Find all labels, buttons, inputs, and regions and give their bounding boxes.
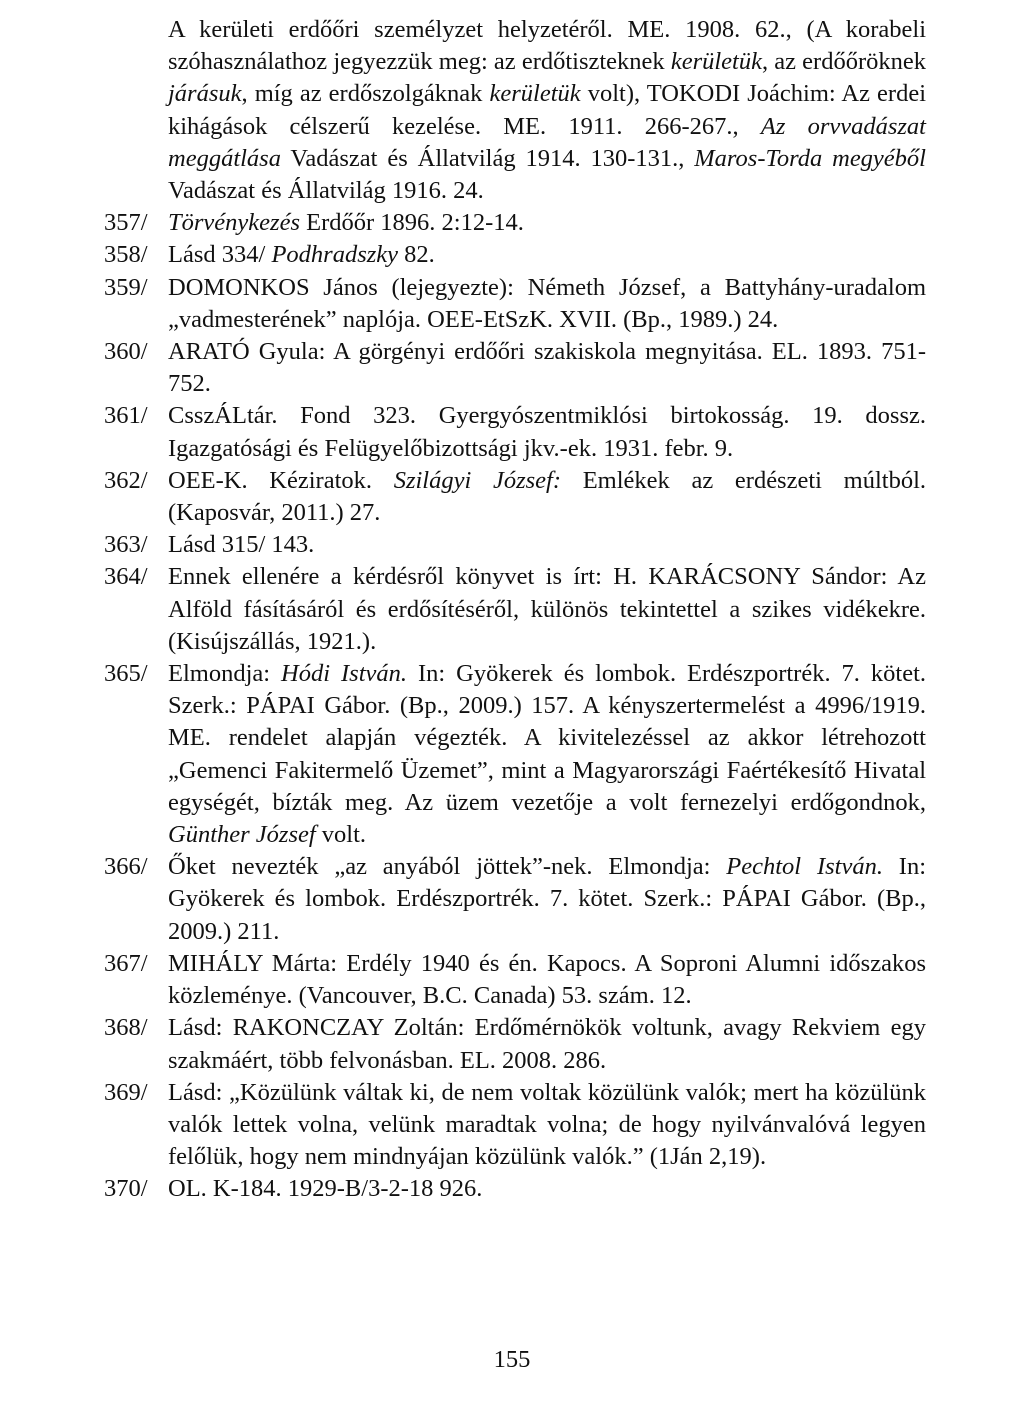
note-text-italic: Pechtol István. xyxy=(726,853,883,881)
note-number: 362/ xyxy=(104,466,148,494)
note-text: Elmondja: xyxy=(168,660,282,688)
note-text-italic: járásuk xyxy=(168,80,242,108)
note-body xyxy=(168,851,926,948)
endnote-370 xyxy=(104,1173,926,1205)
note-text: ARATÓ Gyula: A görgényi erdőőri szakiskola megnyitása. EL. 1893. 751-752. xyxy=(168,338,926,398)
note-text: volt), TOKODI Joáchim: Az erdei kihágások célszerű kezelése. ME. 1911. 266-267., xyxy=(168,80,926,140)
note-body xyxy=(104,14,926,207)
endnote-continuation xyxy=(104,14,926,207)
note-body xyxy=(168,561,926,658)
note-text-italic: Törvénykezés xyxy=(168,209,300,237)
note-text: volt. xyxy=(315,821,367,849)
endnote-367 xyxy=(104,948,926,1012)
note-body xyxy=(168,465,926,529)
note-text-italic: Szilágyi József: xyxy=(393,466,562,494)
note-text: DOMONKOS János (lejegyezte): Németh József, a Battyhány-uradalom „vadmesterének” naplója. OEE-EtSzK. XVII. (Bp., 1989.) 24. xyxy=(168,273,926,333)
note-text: Őket nevezték „az anyából jöttek”-nek. Elmondja: xyxy=(168,853,727,881)
note-text: Emlékek az erdészeti múltból. (Kaposvár, 2011.) 27. xyxy=(168,466,926,527)
note-number: 366/ xyxy=(104,853,148,881)
endnote-358 xyxy=(104,239,926,271)
endnote-362 xyxy=(104,465,926,529)
note-body xyxy=(168,239,926,271)
endnote-369 xyxy=(104,1077,926,1174)
note-text: , míg az erdőszolgáknak xyxy=(241,80,490,108)
note-text: OEE-K. Kéziratok. xyxy=(168,466,394,494)
endnote-366 xyxy=(104,851,926,948)
note-text: Vadászat és Állatvilág 1916. 24. xyxy=(168,177,484,205)
note-text-italic: Maros-Torda megyéből xyxy=(694,144,926,172)
note-body xyxy=(168,1077,926,1174)
note-body xyxy=(168,1012,926,1076)
note-number: 360/ xyxy=(104,338,148,366)
note-number: 363/ xyxy=(104,531,148,559)
note-text: Lásd: RAKONCZAY Zoltán: Erdőmérnökök voltunk, avagy Rekviem egy szakmáért, több felvonásban. EL. 2008. 286. xyxy=(168,1014,926,1074)
note-number: 365/ xyxy=(104,660,148,688)
note-text: Lásd: „Közülünk váltak ki, de nem voltak közülünk valók; mert ha közülünk valók lettek volna, velünk maradtak volna; de hogy nyilvánvalóvá legyen felőlük, hogy nem mindnyájan közülünk valók.” (1Ján 2,19). xyxy=(168,1078,926,1171)
note-text: Vadászat és Állatvilág 1914. 130-131., xyxy=(280,144,695,172)
note-text: Ennek ellenére a kérdésről könyvet is írt: H. KARÁCSONY Sándor: Az Alföld fásításáról és erdősítéséről, különös tekintettel a szikes vidékekre. (Kisújszállás, 1921.). xyxy=(168,563,926,655)
endnote-365 xyxy=(104,658,926,851)
note-text-italic: Günther József xyxy=(168,821,316,849)
note-number: 359/ xyxy=(104,273,148,301)
note-text: Erdőőr 1896. 2:12-14. xyxy=(299,209,524,237)
note-text: , az erdőőröknek xyxy=(761,48,926,76)
endnote-361 xyxy=(104,400,926,464)
note-number: 364/ xyxy=(104,563,148,591)
note-body xyxy=(168,400,926,464)
note-text: In: Gyökerek és lombok. Erdészportrék. 7. kötet. Szerk.: PÁPAI Gábor. (Bp., 2009.) 211. xyxy=(168,853,927,945)
page-number: 155 xyxy=(493,1346,531,1373)
note-body xyxy=(168,272,926,336)
note-text: CsszÁLtár. Fond 323. Gyergyószentmiklósi birtokosság. 19. dossz. Igazgatósági és Felügyelőbizottsági jkv.-ek. 1931. febr. 9. xyxy=(168,402,926,462)
note-number: 357/ xyxy=(104,209,148,237)
endnotes-list xyxy=(104,14,926,1206)
note-text-italic: Az orvvadászat meggátlása xyxy=(168,112,926,172)
endnote-357 xyxy=(104,207,926,239)
note-number: 368/ xyxy=(104,1014,148,1042)
note-number: 370/ xyxy=(104,1175,148,1203)
note-text: Lásd 315/ 143. xyxy=(168,531,315,559)
note-number: 367/ xyxy=(104,949,148,977)
note-text-italic: Podhradszky xyxy=(271,241,399,269)
note-body xyxy=(168,948,926,1012)
note-text: Lásd 334/ xyxy=(168,241,272,269)
note-number: 369/ xyxy=(104,1078,148,1106)
note-number: 358/ xyxy=(104,241,148,269)
note-text-italic: kerületük xyxy=(670,48,762,76)
note-body xyxy=(168,1173,926,1205)
endnote-368 xyxy=(104,1012,926,1076)
endnote-359 xyxy=(104,272,926,336)
note-text: 82. xyxy=(398,241,435,269)
note-body xyxy=(168,336,926,400)
endnote-360 xyxy=(104,336,926,400)
note-text: OL. K-184. 1929-B/3-2-18 926. xyxy=(168,1175,483,1203)
note-body xyxy=(168,658,926,851)
note-body xyxy=(168,529,926,561)
endnote-363 xyxy=(104,529,926,561)
note-text-italic: kerületük xyxy=(489,80,581,108)
note-body xyxy=(168,207,926,239)
note-text: MIHÁLY Márta: Erdély 1940 és én. Kapocs. A Soproni Alumni időszakos közleménye. (Vancouver, B.C. Canada) 53. szám. 12. xyxy=(168,949,926,1010)
endnote-364 xyxy=(104,561,926,658)
note-text-italic: Hódi István. xyxy=(281,660,408,688)
note-text: A kerületi erdőőri személyzet helyzetéről. ME. 1908. 62., (A korabeli szóhasználathoz jegyezzük meg: az erdőtiszteknek xyxy=(168,16,926,76)
note-text: In: Gyökerek és lombok. Erdészportrék. 7. kötet. Szerk.: PÁPAI Gábor. (Bp., 2009.) 157. A kényszertermelést a 4996/1919. ME. rendelet alapján végezték. A kivitelezéssel az akkor létrehozott „Gemenci Fakitermelő Üzemet”, mint a Magyarországi Faértékesítő Hivatal egységét, bízták meg. Az üzem vezetője a volt fernezelyi erdőgondnok, xyxy=(168,660,927,816)
note-number: 361/ xyxy=(104,402,148,430)
